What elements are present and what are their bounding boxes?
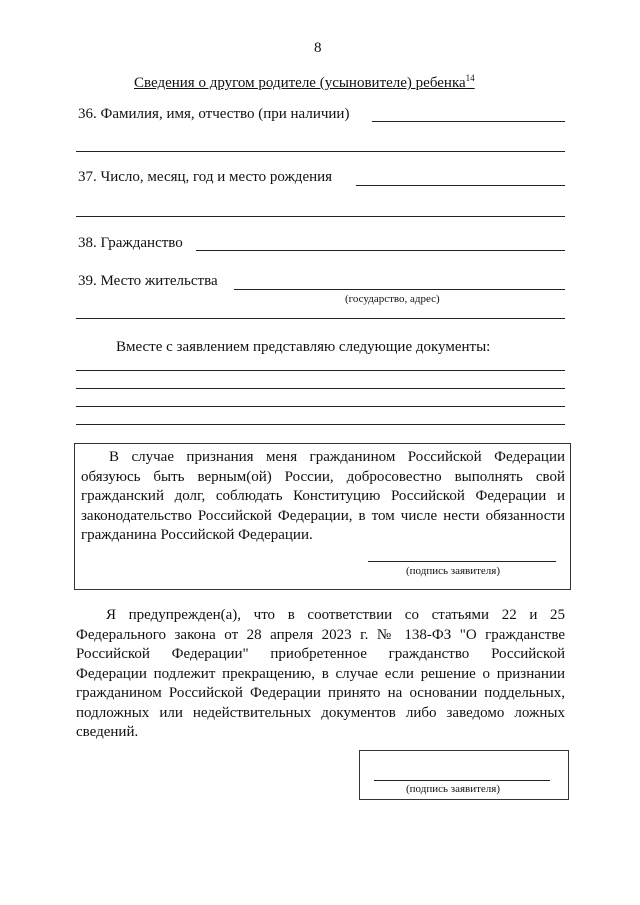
field-37-input-line-2[interactable] [76, 216, 565, 217]
section-heading [134, 73, 475, 93]
field-36-input-line-2[interactable] [76, 151, 565, 152]
documents-line-4[interactable] [76, 424, 565, 425]
field-39-label: 39. Место жительства [78, 273, 218, 289]
field-37-label: 37. Число, месяц, год и место рождения [78, 169, 333, 185]
documents-line-2[interactable] [76, 388, 565, 389]
warning-signature-box [359, 750, 569, 800]
field-36-input-line[interactable] [372, 121, 565, 122]
warning-text: Я предупрежден(а), что в соответствии со статьями 22 и 25 Федерального закона от 28 апреля 2023 г. № 138-ФЗ "О гражданстве Российской Федерации" приобретенное гражданство Российской Федерации подлежит прекращению, в случае если решение о признании гражданином Российской Федерации принято на основании поддельных, подложных или недействительных документов либо заведомо ложных сведений. [76, 607, 565, 740]
field-36-label: 36. Фамилия, имя, отчество (при наличии) [78, 106, 350, 122]
field-38-input-line[interactable] [196, 250, 565, 251]
documents-line-3[interactable] [76, 406, 565, 407]
field-39-input-line[interactable] [234, 289, 565, 290]
field-39-input-line-2[interactable] [76, 318, 565, 319]
oath-signature-hint: (подпись заявителя) [406, 565, 501, 577]
section-heading-text: Сведения о другом родителе (усыновителе) ребенка [134, 75, 466, 91]
field-38-label: 38. Гражданство [78, 235, 183, 251]
field-37-input-line[interactable] [356, 185, 565, 186]
footnote-marker: 14 [465, 73, 475, 83]
oath-signature-line[interactable] [368, 561, 556, 562]
oath-text: В случае признания меня гражданином Российской Федерации обязуюсь быть верным(ой) России, добросовестно выполнять свой гражданский долг, соблюдать Конституцию Российской Федерации и законодательство Российской Федерации, в том числе нести обязанности гражданина Российской Федерации. [81, 449, 565, 543]
documents-line-1[interactable] [76, 370, 565, 371]
warning-signature-hint: (подпись заявителя) [406, 783, 501, 795]
oath-box [74, 443, 571, 590]
field-39-hint: (государство, адрес) [345, 293, 440, 305]
page-number: 8 [314, 40, 322, 56]
warning-signature-line[interactable] [374, 780, 550, 781]
documents-intro: Вместе с заявлением представляю следующие документы: [116, 339, 491, 355]
